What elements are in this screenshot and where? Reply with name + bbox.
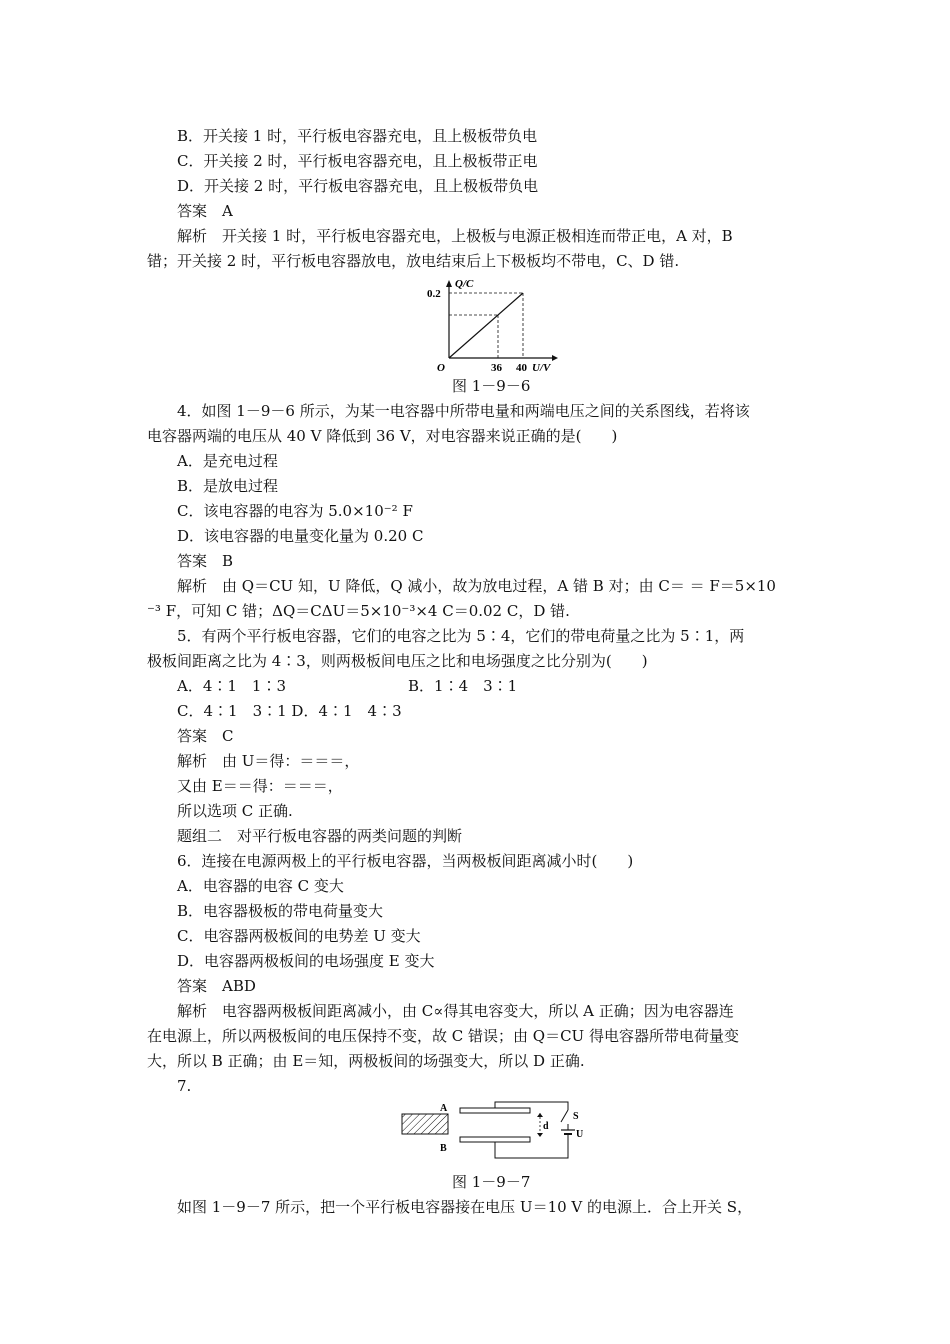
analysis-6-line2: 在电源上，所以两极板间的电压保持不变，故 C 错误；由 Q＝CU 得电容器所带电荷量变 (147, 1027, 739, 1045)
analysis-3-line2: 错；开关接 2 时，平行板电容器放电，放电结束后上下极板均不带电，C、D 错. (147, 252, 680, 270)
plate-b-label: B (440, 1143, 447, 1154)
answer-6: 答案 ABD (177, 977, 256, 995)
wire-bottom (495, 1140, 568, 1158)
question-6-option-c: C．电容器两极板间的电势差 U 变大 (177, 927, 421, 945)
dielectric-block (402, 1114, 448, 1134)
distance-arrow-top (537, 1113, 543, 1117)
figure-1-9-6-caption: 图 1－9－6 (452, 377, 531, 395)
x-axis-arrow (552, 355, 558, 361)
y-axis-label: Q/C (455, 278, 474, 290)
question-6-option-b: B．电容器极板的带电荷量变大 (177, 902, 384, 920)
analysis-3-line1: 解析 开关接 1 时，平行板电容器充电，上极板与电源正极相连而带正电，A 对，B (177, 227, 733, 245)
section-heading-group-2: 题组二 对平行板电容器的两类问题的判断 (177, 827, 463, 845)
question-6-stem: 6．连接在电源两极上的平行板电容器，当两极板间距离减小时( ) (177, 852, 634, 870)
answer-4: 答案 B (177, 552, 234, 570)
figure-1-9-6 (420, 275, 560, 375)
figure-1-9-7-caption: 图 1－9－7 (452, 1173, 531, 1191)
switch-label: S (573, 1111, 579, 1122)
distance-label: d (543, 1121, 549, 1132)
plate-b (460, 1137, 530, 1142)
analysis-5-line2: 又由 E＝＝得：＝＝＝， (177, 777, 343, 795)
analysis-6-line1: 解析 电容器两极板间距离减小，由 C∝得其电容变大，所以 A 正确；因为电容器连 (177, 1002, 734, 1020)
figure-1-9-7 (398, 1100, 598, 1162)
x-axis-label: U/V (532, 362, 551, 374)
distance-arrow-bottom (537, 1133, 543, 1137)
question-7-number: 7. (177, 1077, 192, 1095)
option-c-line: C．开关接 2 时，平行板电容器充电，且上极板带正电 (177, 152, 538, 170)
y-tick-label: 0.2 (427, 288, 441, 300)
voltage-label: U (576, 1129, 584, 1140)
question-6-option-a: A．电容器的电容 C 变大 (177, 877, 344, 895)
x-tick-40: 40 (516, 362, 527, 374)
question-4-option-b: B．是放电过程 (177, 477, 279, 495)
answer-3: 答案 A (177, 202, 233, 220)
option-d-line: D．开关接 2 时，平行板电容器充电，且上极板带负电 (177, 177, 539, 195)
charge-voltage-graph (420, 275, 560, 375)
question-5-line1: 5．有两个平行板电容器，它们的电容之比为 5∶4，它们的带电荷量之比为 5∶1，两 (177, 627, 745, 645)
analysis-4-line2: ⁻³ F，可知 C 错；ΔQ＝CΔU＝5×10⁻³×4 C＝0.02 C，D 错. (147, 602, 570, 620)
plate-a (460, 1108, 530, 1113)
y-axis-arrow (446, 280, 452, 287)
analysis-4-line1: 解析 由 Q＝CU 知，U 降低，Q 减小，故为放电过程，A 错 B 对；由 C＝ ＝ F＝5×10 (177, 577, 776, 595)
question-6-option-d: D．电容器两极板间的电场强度 E 变大 (177, 952, 435, 970)
question-5-option-b: B．1∶4 3∶1 (408, 677, 518, 695)
question-7-stem: 如图 1－9－7 所示，把一个平行板电容器接在电压 U＝10 V 的电源上．合上开关 S， (177, 1198, 753, 1216)
question-4-option-c: C．该电容器的电容为 5.0×10⁻² F (177, 502, 413, 520)
question-4-option-d: D．该电容器的电量变化量为 0.20 C (177, 527, 424, 545)
analysis-5-line1: 解析 由 U＝得：＝＝＝， (177, 752, 360, 770)
question-5-option-a: A．4∶1 1∶3 (177, 677, 287, 695)
option-b-line: B．开关接 1 时，平行板电容器充电，且上极板带负电 (177, 127, 538, 145)
question-4-line1: 4．如图 1－9－6 所示，为某一电容器中所带电量和两端电压之间的关系图线，若将该 (177, 402, 750, 420)
question-5-option-cd: C．4∶1 3∶1 D．4∶1 4∶3 (177, 702, 402, 720)
x-tick-36: 36 (491, 362, 502, 374)
question-4-option-a: A．是充电过程 (177, 452, 278, 470)
question-5-line2: 极板间距离之比为 4∶3，则两极板间电压之比和电场强度之比分别为( ) (147, 652, 648, 670)
capacitor-circuit-diagram (398, 1100, 598, 1162)
question-4-line2: 电容器两端的电压从 40 V 降低到 36 V，对电容器来说正确的是( ) (147, 427, 618, 445)
analysis-6-line3: 大，所以 B 正确；由 E＝知，两极板间的场强变大，所以 D 正确. (147, 1052, 585, 1070)
plate-a-label: A (440, 1103, 448, 1114)
data-line (449, 293, 523, 358)
switch-blade (561, 1110, 568, 1122)
origin-label: O (437, 362, 445, 374)
analysis-5-line3: 所以选项 C 正确. (177, 802, 293, 820)
answer-5: 答案 C (177, 727, 234, 745)
